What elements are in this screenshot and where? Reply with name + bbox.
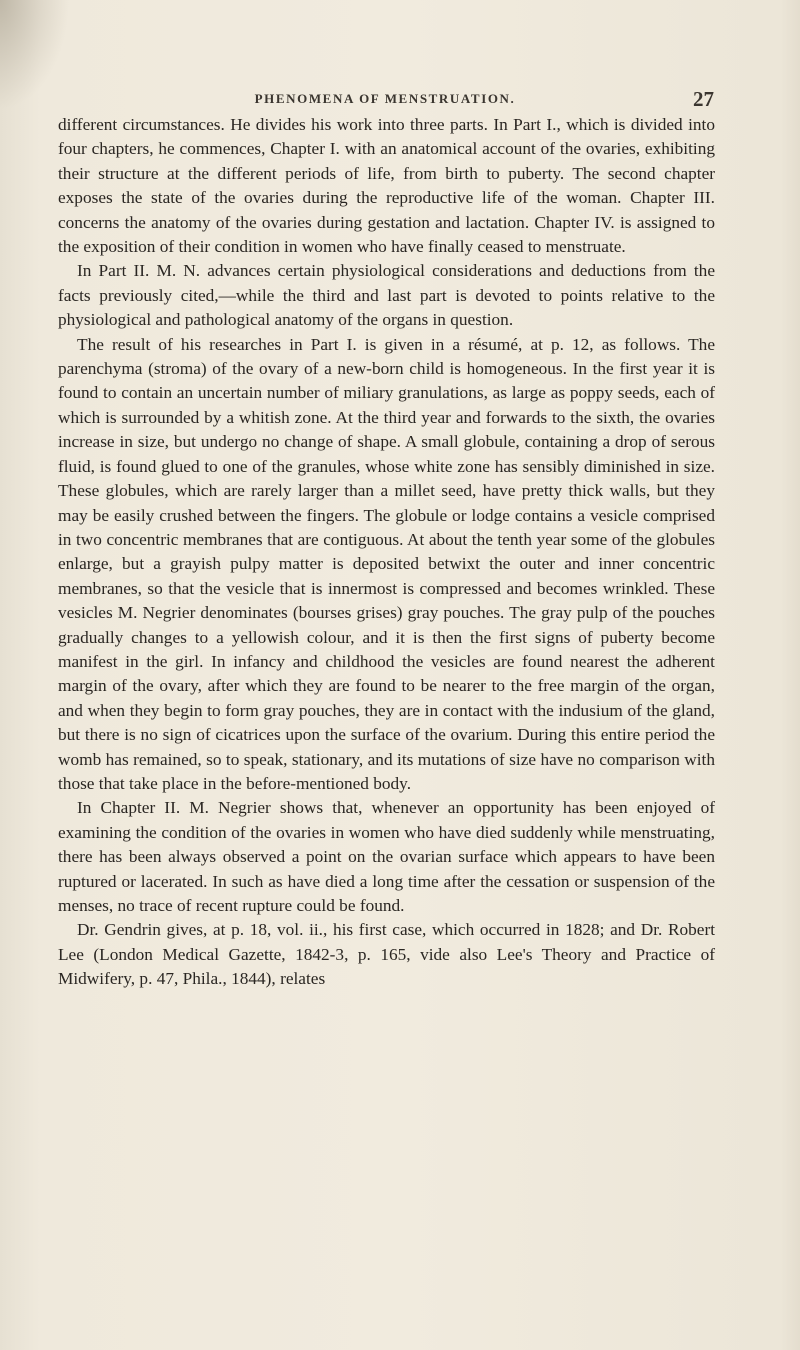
running-head: PHENOMENA OF MENSTRUATION.: [254, 91, 516, 106]
paragraph: In Chapter II. M. Negrier shows that, whenever an opportunity has been enjoyed of examining the condition of the ovaries in women who have died suddenly while menstruating, there has been always observed a point on the ovarian surface which appears to have been ruptured or lacerated. In such as have died a long time after the cessation or suspension of the menses, no trace of recent rupture could be found.: [58, 798, 715, 915]
paragraph: The result of his researches in Part I. is given in a résumé, at p. 12, as follows. The parenchyma (stroma) of the ovary of a new-born child is homogeneous. In the first year it is found to contain an uncertain number of miliary granulations, as large as poppy seeds, each of which is surrounded by a whitish zone. At the third year and forwards to the sixth, the ovaries increase in size, but undergo no change of shape. A small globule, containing a drop of serous fluid, is found glued to one of the granules, whose white zone has sensibly diminished in size. These globules, which are rarely larger than a millet seed, have pretty thick walls, but they may be easily crushed between the fingers. The globule or lodge contains a vesicle comprised in two concentric membranes that are contiguous. At about the tenth year some of the globules enlarge, but a grayish pulpy matter is deposited betwixt the outer and inner concentric membranes, so that the vesicle that is innermost is compressed and becomes wrinkled. These vesicles M. Negrier denominates (bourses grises) gray pouches. The gray pulp of the pouches gradually changes to a yellowish colour, and it is then the first signs of puberty become manifest in the girl. In infancy and childhood the vesicles are found nearest the adherent margin of the ovary, after which they are found to be nearer to the free margin of the organ, and when they begin to form gray pouches, they are in contact with the indusium of the gland, but there is no sign of cicatrices upon the surface of the ovarium. During this entire period the womb has remained, so to speak, stationary, and its mutations of size have no comparison with those that take place in the before-mentioned body.: [58, 334, 715, 793]
page-header: [60, 87, 714, 111]
paragraph: In Part II. M. N. advances certain physiological considerations and deductions from the facts previously cited,—while the third and last part is devoted to points relative to the physiological and pathological anatomy of the organs in question.: [58, 261, 715, 330]
body-text: [58, 113, 715, 992]
page-number: 27: [693, 87, 714, 111]
paragraph: different circumstances. He divides his work into three parts. In Part I., which is divided into four chapters, he commences, Chapter I. with an anatomical account of the ovaries, exhibiting their structure at the different periods of life, from birth to puberty. The second chapter exposes the state of the ovaries during the reproductive life of the woman. Chapter III. concerns the anatomy of the ovaries during gestation and lactation. Chapter IV. is assigned to the exposition of their condition in women who have finally ceased to menstruate.: [58, 115, 715, 257]
paragraph: Dr. Gendrin gives, at p. 18, vol. ii., his first case, which occurred in 1828; and Dr. Robert Lee (London Medical Gazette, 1842-3, p. 165, vide also Lee's Theory and Practice of Midwifery, p. 47, Phila., 1844), relates: [58, 920, 715, 989]
